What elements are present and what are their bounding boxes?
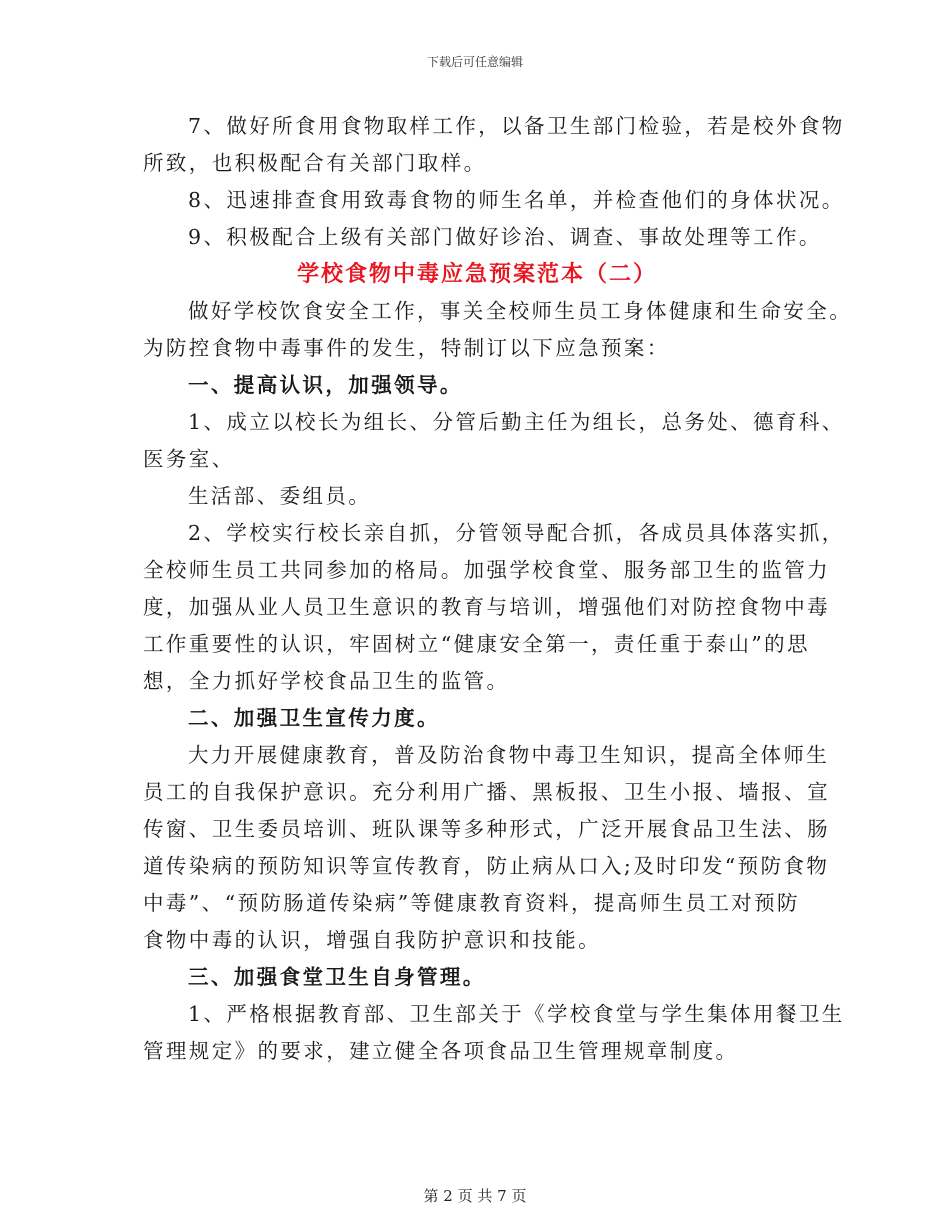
paragraph-line: 中毒”、“预防肠道传染病”等健康教育资料，提高师生员工对预防 (143, 891, 800, 915)
paragraph-line: 7、做好所食用食物取样工作，以备卫生部门检验，若是校外食物 (188, 114, 845, 138)
section-title: 学校食物中毒应急预案范本（二） (296, 261, 657, 287)
paragraph-line: 想，全力抓好学校食品卫生的监管。 (143, 669, 510, 693)
document-body (143, 108, 853, 1070)
paragraph-line: 员工的自我保护意识。充分利用广播、黑板报、卫生小报、墙报、宣 (143, 780, 830, 804)
page-header: 下载后可任意编辑 (426, 55, 523, 69)
paragraph-line: 传窗、卫生委员培训、班队课等多种形式，广泛开展食品卫生法、肠 (143, 817, 830, 841)
paragraph-line: 度，加强从业人员卫生意识的教育与培训，增强他们对防控食物中毒 (143, 595, 830, 619)
paragraph-line: 全校师生员工共同参加的格局。加强学校食堂、服务部卫生的监管力 (143, 558, 830, 582)
paragraph-line: 医务室、 (143, 447, 235, 471)
section-heading: 三、加强食堂卫生自身管理。 (188, 965, 486, 989)
paragraph-line: 食物中毒的认识，增强自我防护意识和技能。 (143, 928, 601, 952)
paragraph-line: 为防控食物中毒事件的发生，特制订以下应急预案： (143, 336, 670, 360)
paragraph-line: 所致，也积极配合有关部门取样。 (143, 151, 487, 175)
section-heading: 二、加强卫生宣传力度。 (188, 706, 440, 730)
paragraph-line: 2、学校实行校长亲自抓，分管领导配合抓，各成员具体落实抓， (188, 521, 845, 545)
section-heading: 一、提高认识，加强领导。 (188, 373, 463, 397)
paragraph-line: 1、成立以校长为组长、分管后勤主任为组长，总务处、德育科、 (188, 410, 845, 434)
paragraph-line: 1、严格根据教育部、卫生部关于《学校食堂与学生集体用餐卫生 (188, 1002, 845, 1026)
paragraph-line: 生活部、委组员。 (188, 484, 372, 508)
paragraph-line: 8、迅速排查食用致毒食物的师生名单，并检查他们的身体状况。 (188, 188, 845, 212)
paragraph-line: 道传染病的预防知识等宣传教育，防止病从口入;及时印发“预防食物 (143, 854, 830, 878)
paragraph-line: 做好学校饮食安全工作，事关全校师生员工身体健康和生命安全。 (188, 299, 853, 323)
paragraph-line: 工作重要性的认识，牢固树立“健康安全第一，责任重于泰山”的思 (143, 632, 810, 656)
page-footer: 第 2 页 共 7 页 (423, 1187, 527, 1205)
paragraph-line: 9、积极配合上级有关部门做好诊治、调查、事故处理等工作。 (188, 225, 822, 249)
paragraph-line: 管理规定》的要求，建立健全各项食品卫生管理规章制度。 (143, 1039, 739, 1063)
paragraph-line: 大力开展健康教育，普及防治食物中毒卫生知识，提高全体师生 (188, 743, 830, 767)
